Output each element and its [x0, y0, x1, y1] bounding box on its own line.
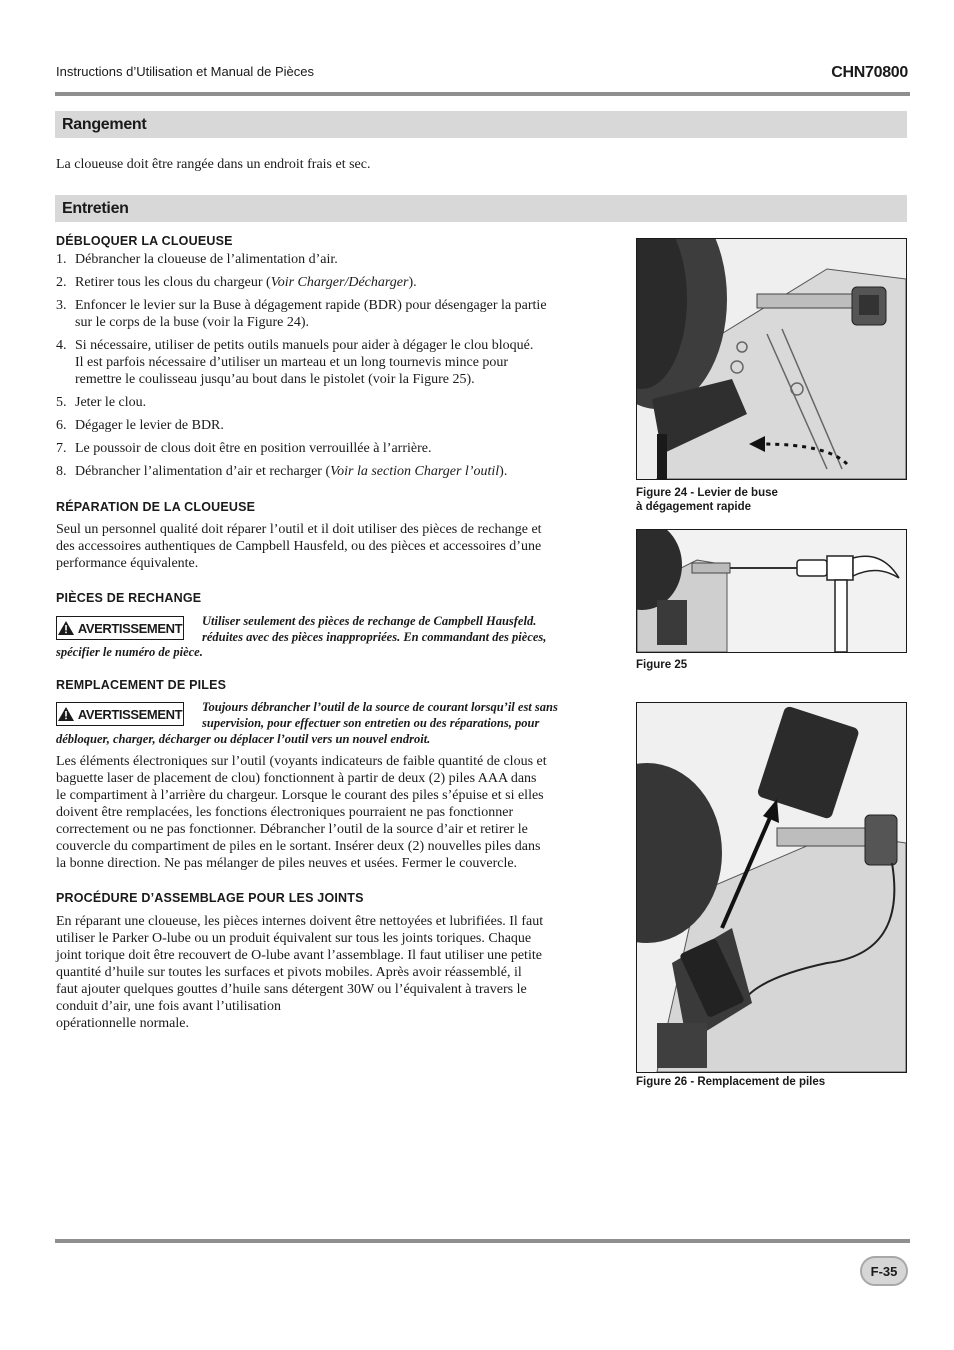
step-3: [56, 297, 621, 331]
footer-rule: [55, 1239, 910, 1243]
step-6: [56, 417, 621, 434]
text-line: Les éléments électroniques sur l’outil (voyants indicateurs de faible quantité de clous et: [56, 754, 547, 769]
nozzle-release-illustration: [637, 239, 906, 479]
text-line: le compartiment à l’arrière du chargeur. Lorsque le courant des piles s’épuise et si elles: [56, 788, 544, 803]
text-line: opérationnelle normale.: [56, 1016, 189, 1031]
hammer-screwdriver-illustration: [637, 530, 906, 652]
step-number: 5.: [56, 395, 67, 410]
text-line: faut ajouter quelques gouttes d’huile sans détergent 30W ou l’équivalent à travers le: [56, 982, 527, 997]
section-entretien-title: Entretien: [55, 195, 907, 222]
piles-heading: REMPLACEMENT DE PILES: [56, 678, 227, 692]
figure-26-image: [636, 702, 907, 1073]
step-text: Débrancher l’alimentation d’air et recharger (: [75, 464, 331, 479]
text-line: couvercle du compartiment de piles en le sortant. Insérer deux (2) nouvelles piles dans: [56, 839, 541, 854]
text-line: conduit d’air, une fois avant l’utilisation: [56, 999, 281, 1014]
pieces-warning-line-1: Utiliser seulement des pièces de rechange de Campbell Hausfeld.: [202, 614, 537, 628]
step-text: Enfoncer le levier sur la Buse à dégagement rapide (BDR) pour désengager la partie: [75, 298, 547, 313]
warning-badge-label: AVERTISSEMENT: [77, 706, 183, 722]
step-number: 4.: [56, 338, 67, 353]
step-number: 7.: [56, 441, 67, 456]
pieces-warning-line-2: réduites avec des pièces inappropriées. En commandant des pièces,: [202, 630, 547, 644]
header-rule: [55, 92, 910, 96]
step-text: sur le corps de la buse (voir la Figure 24).: [75, 315, 310, 330]
step-text: Retirer tous les clous du chargeur (: [75, 275, 271, 290]
step-number: 1.: [56, 252, 67, 267]
text-line: la bonne direction. Ne pas mélanger de piles neuves et usées. Fermer le couvercle.: [56, 856, 518, 871]
piles-warning-line-2: supervision, pour effectuer son entretien ou des réparations, pour: [202, 716, 540, 730]
page-number-badge: F-35: [860, 1256, 908, 1286]
text-line: joint torique doit être recouvert de O-lube avant l’assemblage. Il faut utiliser une petite: [56, 948, 542, 963]
step-5: [56, 394, 621, 411]
step-1: [56, 251, 621, 268]
text-line: doivent être remplacées, les fonctions électroniques pourraient ne pas fonctionner: [56, 805, 514, 820]
figure-26-caption: Figure 26 - Remplacement de piles: [636, 1076, 826, 1088]
step-text: Dégager le levier de BDR.: [75, 418, 224, 433]
joints-text: [56, 913, 626, 1032]
pieces-warning-line-3: spécifier le numéro de pièce.: [56, 645, 203, 659]
step-2: [56, 274, 621, 291]
step-text: Si nécessaire, utiliser de petits outils manuels pour aider à dégager le clou bloqué.: [75, 338, 534, 353]
piles-text: [56, 753, 626, 872]
figure-24-image: [636, 238, 907, 480]
debloquer-heading: DÉBLOQUER LA CLOUEUSE: [56, 234, 233, 248]
pieces-heading: PIÈCES DE RECHANGE: [56, 591, 202, 605]
section-rangement-title: Rangement: [55, 111, 907, 138]
step-text: Il est parfois nécessaire d’utiliser un marteau et un long tournevis mince pour: [75, 355, 509, 370]
text-line: Seul un personnel qualité doit réparer l’outil et il doit utiliser des pièces de rechange et: [56, 522, 542, 537]
figure-25-caption: Figure 25: [636, 659, 688, 671]
step-number: 8.: [56, 464, 67, 479]
warning-badge: [56, 702, 184, 726]
caption-line: Figure 24 - Levier de buse: [636, 487, 778, 499]
debloquer-steps: [56, 251, 621, 486]
step-text: remettre le coulisseau jusqu’au bout dans le pistolet (voir la Figure 25).: [75, 372, 475, 387]
warning-triangle-icon: [58, 621, 74, 635]
warning-triangle-icon: [58, 707, 74, 721]
text-line: quantité d’huile sur toutes les surfaces et pivots mobiles. Après avoir réassemblé, il: [56, 965, 522, 980]
text-line: performance équivalente.: [56, 556, 199, 571]
warning-badge: [56, 616, 184, 640]
figure-24-caption: [636, 486, 778, 514]
warning-badge-label: AVERTISSEMENT: [77, 620, 183, 636]
step-text: Le poussoir de clous doit être en position verrouillée à l’arrière.: [75, 441, 432, 456]
reparation-heading: RÉPARATION DE LA CLOUEUSE: [56, 500, 256, 514]
model-number: CHN70800: [831, 64, 908, 81]
step-text: Jeter le clou.: [75, 395, 147, 410]
step-text: ).: [499, 464, 508, 479]
step-number: 2.: [56, 275, 67, 290]
step-number: 3.: [56, 298, 67, 313]
step-text: ).: [408, 275, 417, 290]
rangement-text: La cloueuse doit être rangée dans un endroit frais et sec.: [56, 157, 371, 172]
figure-25-image: [636, 529, 907, 653]
step-7: [56, 440, 621, 457]
step-number: 6.: [56, 418, 67, 433]
reparation-text: [56, 521, 626, 572]
text-line: utiliser le Parker O-lube ou un produit équivalent sur tous les joints toriques. Chaque: [56, 931, 532, 946]
step-4: [56, 337, 621, 388]
step-reference: Voir la section Charger l’outil: [330, 464, 500, 479]
battery-replacement-illustration: [637, 703, 906, 1072]
joints-heading: PROCÉDURE D’ASSEMBLAGE POUR LES JOINTS: [56, 891, 364, 905]
text-line: baguette laser de placement de clou) fonctionnent à partir de deux (2) piles AAA dans: [56, 771, 537, 786]
piles-warning-line-1: Toujours débrancher l’outil de la source de courant lorsqu’il est sans: [202, 700, 558, 714]
text-line: des accessoires authentiques de Campbell Hausfeld, ou des pièces et accessoires d’une: [56, 539, 542, 554]
step-reference: Voir Charger/Décharger: [270, 275, 409, 290]
text-line: En réparant une cloueuse, les pièces internes doivent être nettoyées et lubrifiées. Il faut: [56, 914, 544, 929]
piles-warning-line-3: débloquer, charger, décharger ou déplacer l’outil vers un nouvel endroit.: [56, 732, 431, 746]
step-text: Débrancher la cloueuse de l’alimentation d’air.: [75, 252, 338, 267]
caption-line: à dégagement rapide: [636, 501, 752, 513]
document-title: Instructions d’Utilisation et Manual de Pièces: [56, 64, 314, 79]
text-line: correctement ou ne pas fonctionner. Débrancher l’outil de la source d’air et retirer le: [56, 822, 528, 837]
step-8: [56, 463, 621, 480]
